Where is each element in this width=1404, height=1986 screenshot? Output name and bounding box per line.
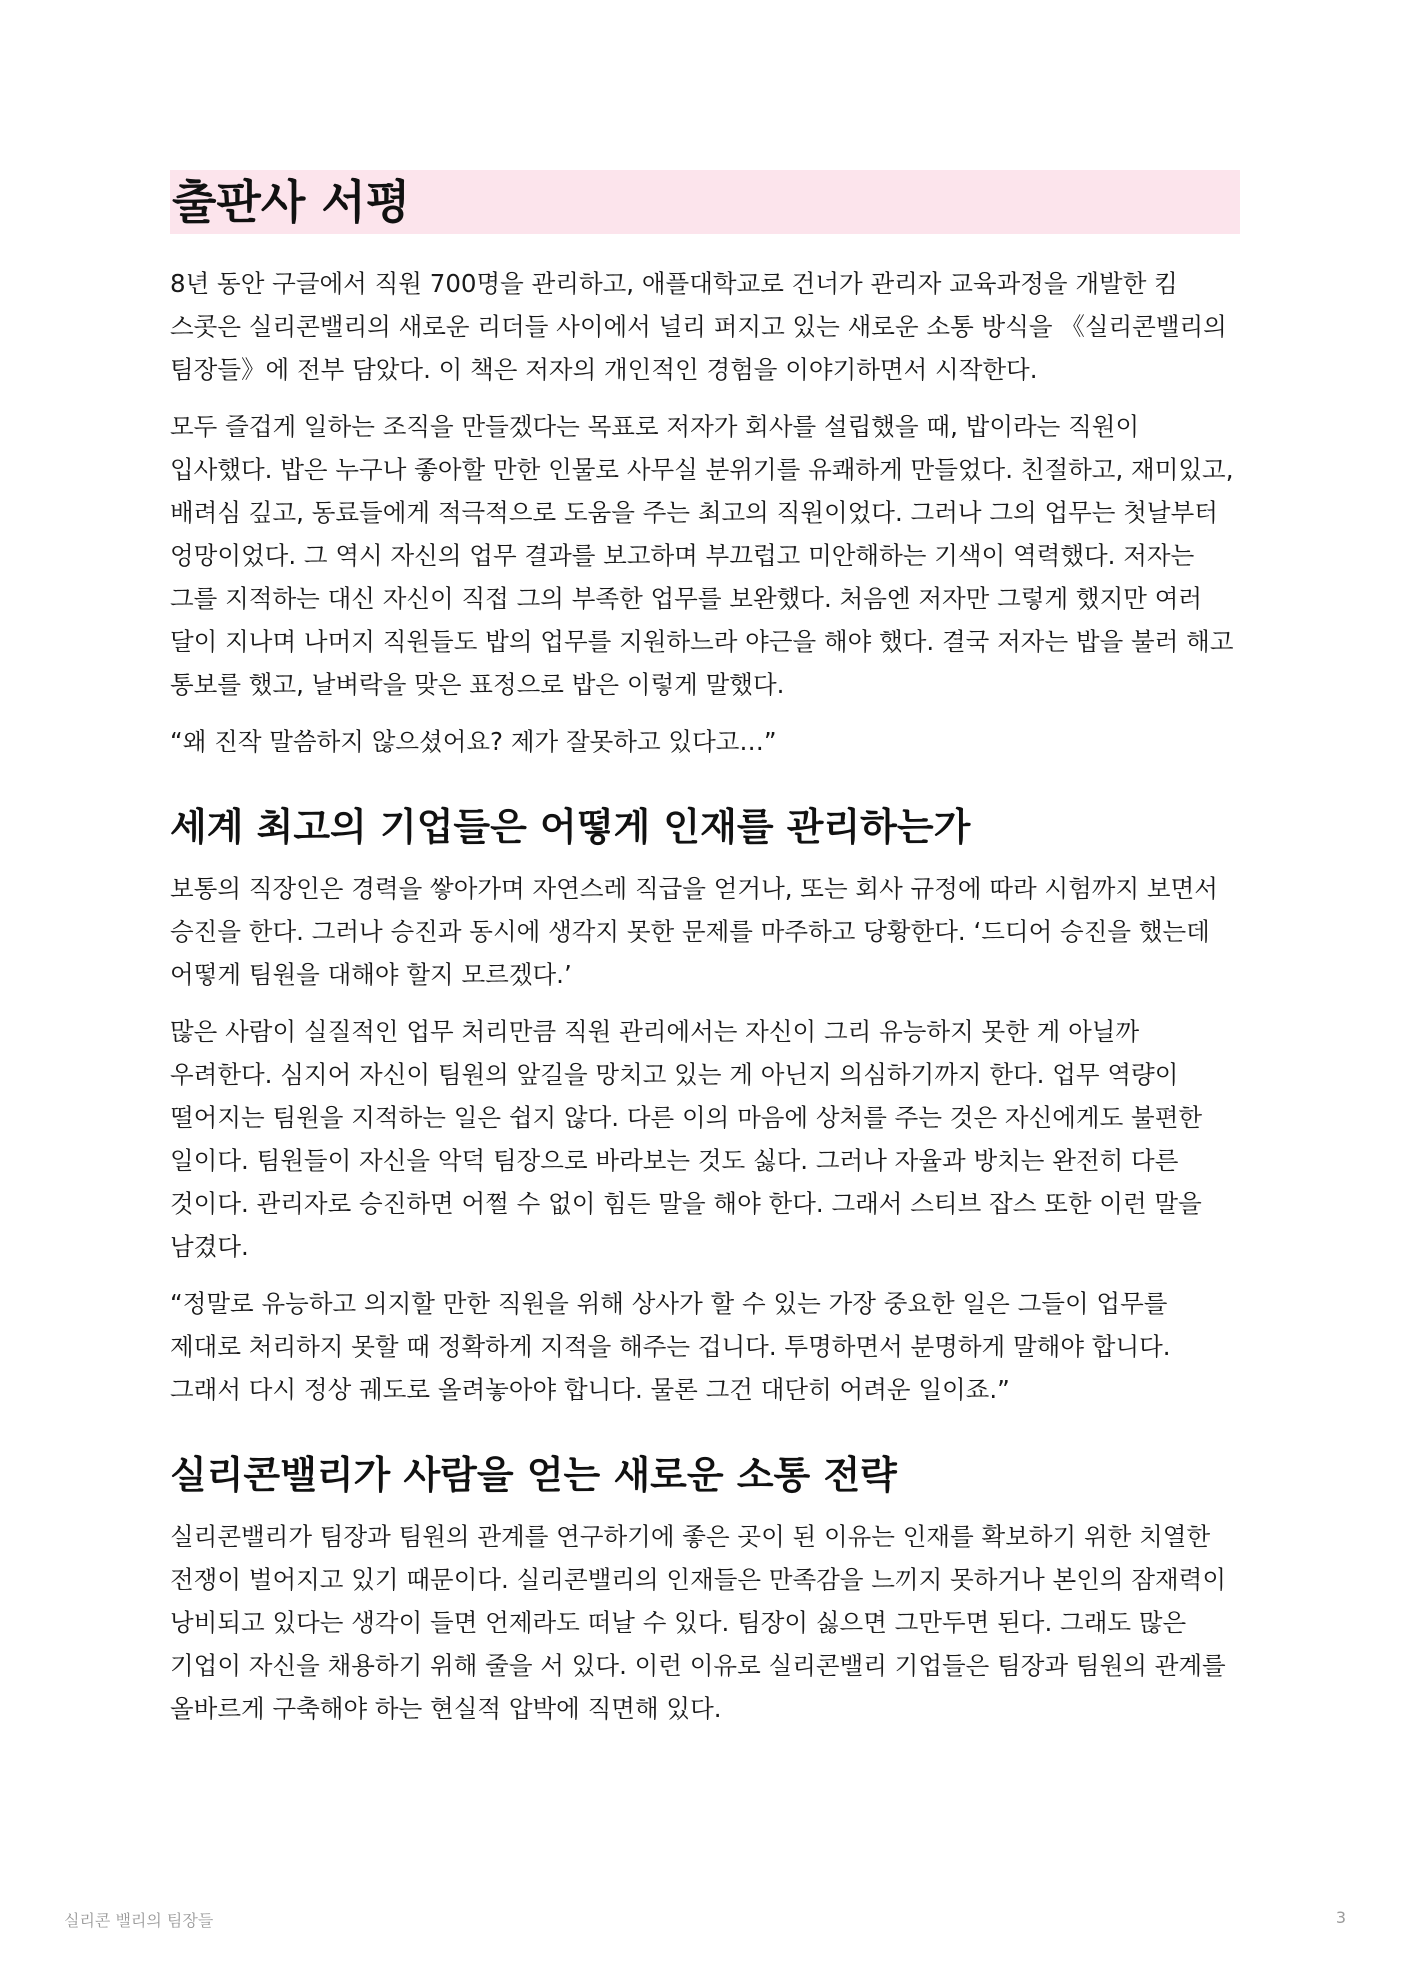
document-body (170, 170, 1240, 1744)
intro-paragraph-2: 모두 즐겁게 일하는 조직을 만들겠다는 목표로 저자가 회사를 설립했을 때, 밥이라는 직원이 입사했다. 밥은 누구나 좋아할 만한 인물로 사무실 분위기를 유쾌하게 만들었다. 친절하고, 재미있고, 배려심 깊고, 동료들에게 적극적으로 도움을 주는 최고의 직원이었다. 그러나 그의 업무는 첫날부터 엉망이었다. 그 역시 자신의 업무 결과를 보고하며 부끄럽고 미안해하는 기색이 역력했다. 저자는 그를 지적하는 대신 자신이 직접 그의 부족한 업무를 보완했다. 처음엔 저자만 그렇게 했지만 여러 달이 지나며 나머지 직원들도 밥의 업무를 지원하느라 야근을 해야 했다. 결국 저자는 밥을 불러 해고 통보를 했고, 날벼락을 맞은 표정으로 밥은 이렇게 말했다. (170, 412, 1234, 699)
section-heading-1: 세계 최고의 기업들은 어떻게 인재를 관리하는가 (170, 805, 971, 849)
page-title: 출판사 서평 (170, 170, 1240, 234)
section-heading-2: 실리콘밸리가 사람을 얻는 새로운 소통 전략 (170, 1453, 897, 1497)
intro-paragraph-1: 8년 동안 구글에서 직원 700명을 관리하고, 애플대학교로 건너가 관리자 교육과정을 개발한 킴 스콧은 실리콘밸리의 새로운 리더들 사이에서 널리 퍼지고 있는 새로운 소통 방식을 《실리콘밸리의 팀장들》에 전부 담았다. 이 책은 저자의 개인적인 경험을 이야기하면서 시작한다. (170, 269, 1227, 384)
section2-paragraph-1: 실리콘밸리가 팀장과 팀원의 관계를 연구하기에 좋은 곳이 된 이유는 인재를 확보하기 위한 치열한 전쟁이 벌어지고 있기 때문이다. 실리콘밸리의 인재들은 만족감을 느끼지 못하거나 본인의 잠재력이 낭비되고 있다는 생각이 들면 언제라도 떠날 수 있다. 팀장이 싫으면 그만두면 된다. 그래도 많은 기업이 자신을 채용하기 위해 줄을 서 있다. 이런 이유로 실리콘밸리 기업들은 팀장과 팀원의 관계를 올바르게 구축해야 하는 현실적 압박에 직면해 있다. (170, 1522, 1227, 1723)
section1-paragraph-2: 많은 사람이 실질적인 업무 처리만큼 직원 관리에서는 자신이 그리 유능하지 못한 게 아닐까 우려한다. 심지어 자신이 팀원의 앞길을 망치고 있는 게 아닌지 의심하기까지 한다. 업무 역량이 떨어지는 팀원을 지적하는 일은 쉽지 않다. 다른 이의 마음에 상처를 주는 것은 자신에게도 불편한 일이다. 팀원들이 자신을 악덕 팀장으로 바라보는 것도 싫다. 그러나 자율과 방치는 완전히 다른 것이다. 관리자로 승진하면 어쩔 수 없이 힘든 말을 해야 한다. 그래서 스티브 잡스 또한 이런 말을 남겼다. (170, 1017, 1203, 1261)
footer-page-number: 3 (1335, 1908, 1346, 1927)
section1-paragraph-1: 보통의 직장인은 경력을 쌓아가며 자연스레 직급을 얻거나, 또는 회사 규정에 따라 시험까지 보면서 승진을 한다. 그러나 승진과 동시에 생각지 못한 문제를 마주하고 당황한다. ‘드디어 승진을 했는데 어떻게 팀원을 대해야 할지 모르겠다.’ (170, 874, 1218, 989)
footer-book-title: 실리콘 밸리의 팀장들 (64, 1911, 214, 1930)
section1-quote: “정말로 유능하고 의지할 만한 직원을 위해 상사가 할 수 있는 가장 중요한 일은 그들이 업무를 제대로 처리하지 못할 때 정확하게 지적을 해주는 겁니다. 투명하면서 분명하게 말해야 합니다. 그래서 다시 정상 궤도로 올려놓아야 합니다. 물론 그건 대단히 어려운 일이죠.” (170, 1289, 1171, 1404)
intro-quote: “왜 진작 말씀하지 않으셨어요? 제가 잘못하고 있다고…” (170, 727, 777, 756)
